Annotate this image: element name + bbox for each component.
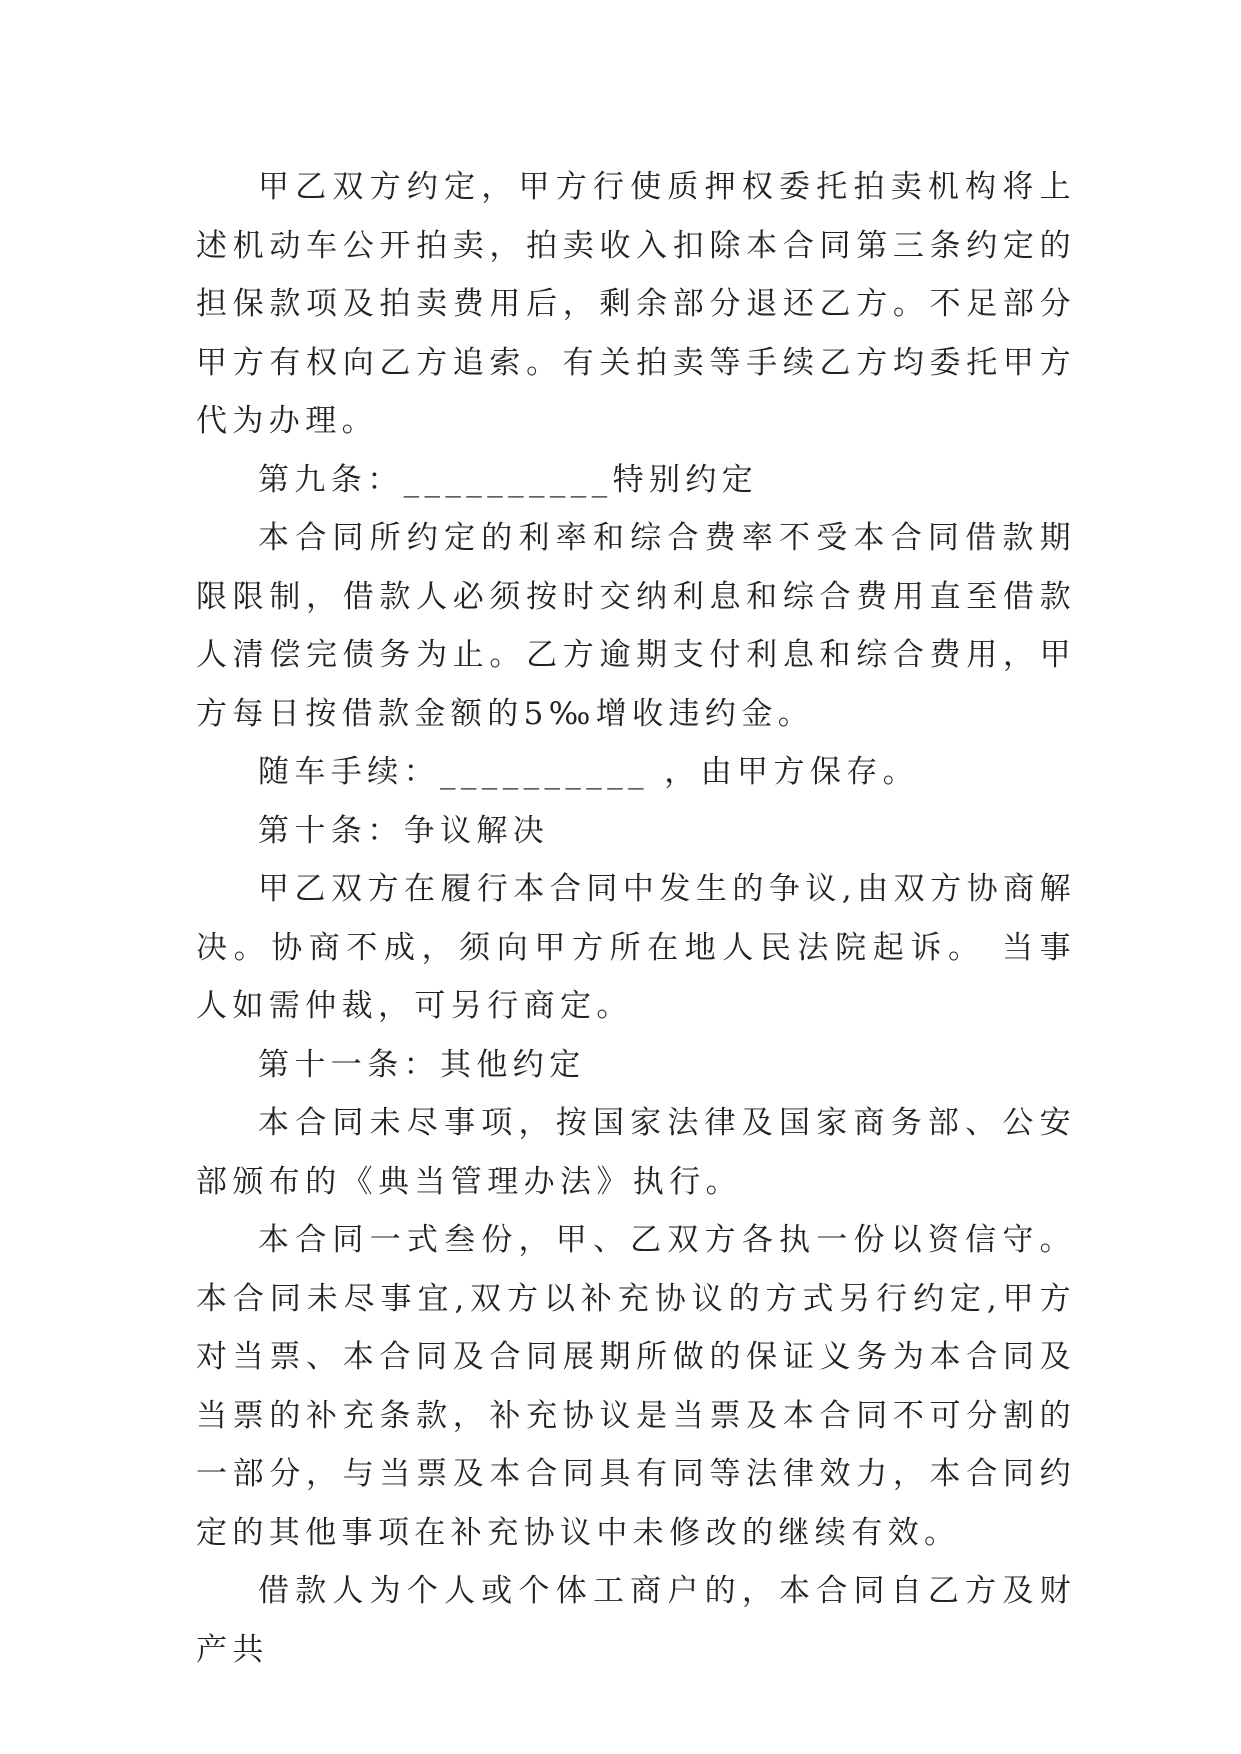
paragraph-other-provisions: 本合同未尽事项，按国家法律及国家商务部、公安部颁布的《典当管理办法》执行。 bbox=[196, 1105, 1076, 1200]
paragraph-interest-clause: 本合同所约定的利率和综合费率不受本合同借款期限限制，借款人必须按时交纳利息和综合费用直至借款人清偿完债务为止。乙方逾期支付利息和综合费用，甲方每日按借款金额的5‰增收违约金。 bbox=[196, 520, 1076, 732]
heading-article-10: 第十条：争议解决 bbox=[258, 812, 550, 849]
paragraph-copies-and-supplements: 本合同一式叁份，甲、乙双方各执一份以资信守。本合同未尽事宜,双方以补充协议的方式另行约定,甲方对当票、本合同及合同展期所做的保证义务为本合同及当票的补充条款，补充协议是当票及本合同不可分割的一部分，与当票及本合同具有同等法律效力，本合同约定的其他事项在补充协议中未修改的继续有效。 bbox=[196, 1222, 1076, 1551]
heading-article-9: 第九条：__________特别约定 bbox=[258, 461, 759, 498]
paragraph-vehicle-documents: 随车手续：__________ ，由甲方保存。 bbox=[258, 754, 920, 790]
heading-article-11: 第十一条：其他约定 bbox=[258, 1046, 586, 1083]
document-body bbox=[196, 158, 1076, 1679]
paragraph-auction-clause: 甲乙双方约定，甲方行使质押权委托拍卖机构将上述机动车公开拍卖，拍卖收入扣除本合同第三条约定的担保款项及拍卖费用后，剩余部分退还乙方。不足部分甲方有权向乙方追索。有关拍卖等手续乙方均委托甲方代为办理。 bbox=[196, 169, 1076, 439]
paragraph-dispute-resolution: 甲乙双方在履行本合同中发生的争议,由双方协商解决。协商不成，须向甲方所在地人民法院起诉。 当事人如需仲裁，可另行商定。 bbox=[196, 871, 1076, 1024]
paragraph-borrower-individual: 借款人为个人或个体工商户的，本合同自乙方及财产共 bbox=[196, 1573, 1076, 1668]
